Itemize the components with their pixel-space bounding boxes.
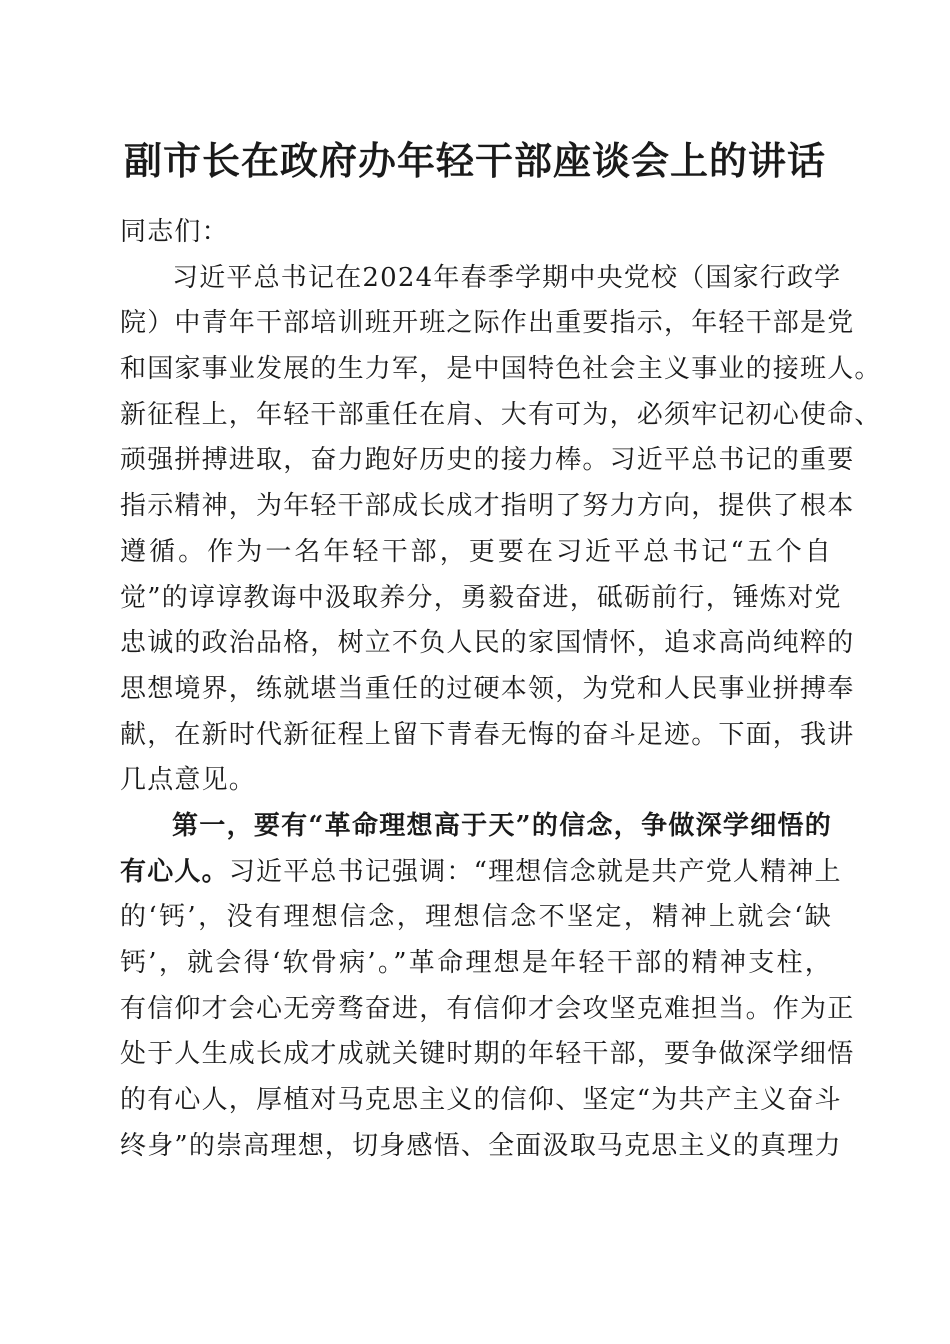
section-heading-end: 有心人。 (120, 856, 229, 887)
paragraph-line-rest: 习近平总书记强调：“理想信念就是共产党人精神上 (228, 856, 842, 887)
document-body (120, 210, 882, 1169)
paragraph-line: 顽强拼搏进取，奋力跑好历史的接力棒。习近平总书记的重要 (120, 445, 855, 476)
paragraph-line: 献，在新时代新征程上留下青春无悔的奋斗足迹。下面，我讲 (120, 719, 855, 750)
paragraph-line: 院）中青年干部培训班开班之际作出重要指示，年轻干部是党 (120, 308, 855, 339)
paragraph-line: 的‘钙’，没有理想信念，理想信念不坚定，精神上就会‘缺 (120, 902, 832, 933)
paragraph-line: 指示精神，为年轻干部成长成才指明了努力方向，提供了根本 (120, 491, 855, 522)
paragraph-line: 的有心人，厚植对马克思主义的信仰、坚定“为共产主义奋斗 (120, 1085, 842, 1116)
section-heading-line: 第一，要有“革命理想高于天”的信念，争做深学细悟的 (172, 810, 832, 841)
salutation: 同志们： (120, 217, 229, 247)
paragraph-line: 有信仰才会心无旁骛奋进，有信仰才会攻坚克难担当。作为正 (120, 993, 855, 1024)
document-title: 副市长在政府办年轻干部座谈会上的讲话 (123, 138, 826, 183)
paragraph-line: 几点意见。 (120, 765, 257, 796)
paragraph-line: 思想境界，练就堪当重任的过硬本领，为党和人民事业拼搏奉 (120, 673, 855, 704)
paragraph-line: 处于人生成长成才成就关键时期的年轻干部，要争做深学细悟 (120, 1039, 855, 1070)
paragraph-line: 遵循。作为一名年轻干部，更要在习近平总书记“五个自 (120, 536, 832, 567)
paragraph-line: 终身”的崇高理想，切身感悟、全面汲取马克思主义的真理力 (120, 1130, 842, 1161)
paragraph-line: 和国家事业发展的生力军，是中国特色社会主义事业的接班人。 (120, 354, 882, 385)
paragraph-line: 忠诚的政治品格，树立不负人民的家国情怀，追求高尚纯粹的 (120, 628, 855, 659)
paragraph-line: 习近平总书记在2024年春季学期中央党校（国家行政学 (172, 262, 842, 293)
paragraph-line: 钙’，就会得‘软骨病’。”革命理想是年轻干部的精神支柱， (120, 948, 832, 978)
paragraph-line: 觉”的谆谆教诲中汲取养分，勇毅奋进，砥砺前行，锤炼对党 (120, 582, 842, 613)
paragraph-line: 新征程上，年轻干部重任在肩、大有可为，必须牢记初心使命、 (120, 399, 882, 430)
paragraph-line (120, 850, 842, 896)
